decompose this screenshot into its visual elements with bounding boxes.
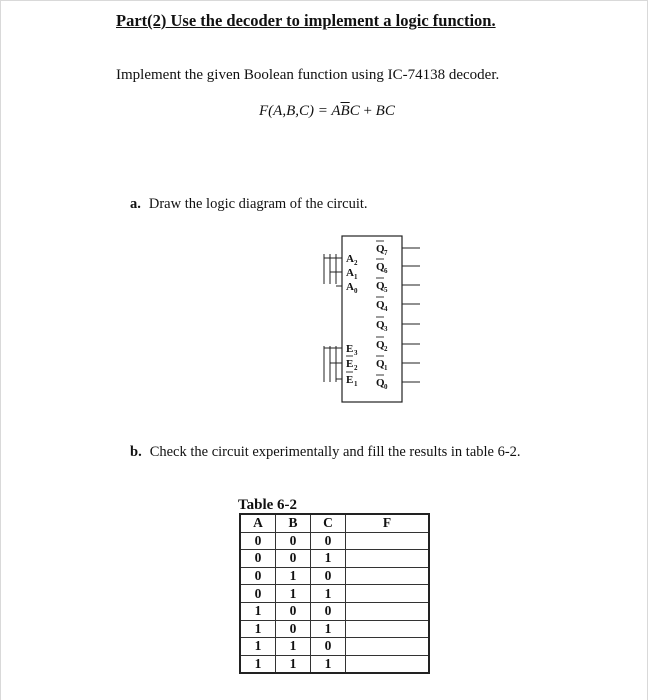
cell-c: 0 [311, 602, 346, 620]
cell-b: 0 [276, 532, 311, 550]
output-q3-bar [376, 317, 420, 333]
formula-plus: + [359, 103, 376, 119]
cell-f[interactable] [346, 655, 430, 673]
svg-text:6: 6 [384, 267, 388, 275]
cell-c: 1 [311, 585, 346, 603]
cell-a: 1 [240, 602, 276, 620]
svg-text:E: E [346, 343, 354, 355]
svg-text:A: A [346, 253, 354, 265]
table-row [240, 532, 429, 550]
header-c: C [311, 514, 346, 532]
decoder-diagram [320, 234, 424, 406]
svg-text:Q: Q [376, 280, 385, 292]
input-a0 [336, 281, 358, 295]
table-row [240, 655, 429, 673]
cell-c: 1 [311, 655, 346, 673]
cell-f[interactable] [346, 532, 430, 550]
output-q4-bar [376, 297, 420, 313]
cell-a: 1 [240, 638, 276, 656]
cell-a: 0 [240, 550, 276, 568]
cell-f[interactable] [346, 620, 430, 638]
instruction-text: Implement the given Boolean function using IC-74138 decoder. [116, 67, 500, 83]
question-b-text: Check the circuit experimentally and fill the results in table 6-2. [149, 444, 521, 460]
formula-term-b-bar: $\overline{B}$ [340, 103, 350, 119]
output-q0-bar [376, 375, 420, 391]
cell-a: 0 [240, 567, 276, 585]
input-a2 [324, 253, 358, 267]
svg-text:Q: Q [376, 377, 385, 389]
svg-text:Q: Q [376, 339, 385, 351]
cell-f[interactable] [346, 638, 430, 656]
question-a-text: Draw the logic diagram of the circuit. [148, 196, 368, 212]
svg-text:2: 2 [384, 345, 388, 353]
svg-text:Q: Q [376, 358, 385, 370]
page-border-top [0, 0, 648, 1]
svg-text:1: 1 [384, 364, 388, 372]
svg-text:A: A [346, 267, 354, 279]
svg-text:E: E [346, 374, 354, 386]
formula-lhs: F(A,B,C) = [259, 103, 332, 119]
table-row [240, 638, 429, 656]
svg-text:1: 1 [354, 273, 358, 281]
table-header-row [240, 514, 429, 532]
table-row [240, 585, 429, 603]
cell-c: 0 [311, 638, 346, 656]
input-a1 [330, 267, 358, 281]
boolean-formula [259, 103, 395, 120]
cell-b: 0 [276, 602, 311, 620]
svg-text:4: 4 [384, 305, 388, 313]
question-a [130, 196, 368, 213]
svg-text:Q: Q [376, 261, 385, 273]
svg-text:Q: Q [376, 319, 385, 331]
svg-text:2: 2 [354, 364, 358, 372]
cell-b: 1 [276, 638, 311, 656]
table-caption: Table 6-2 [238, 497, 298, 513]
cell-a: 1 [240, 620, 276, 638]
header-f: F [346, 514, 430, 532]
formula-term-a: A [331, 103, 341, 119]
question-b-label: b. [130, 444, 142, 460]
cell-a: 0 [240, 585, 276, 603]
page-border-left [0, 0, 1, 700]
svg-text:A: A [346, 281, 354, 293]
cell-a: 1 [240, 655, 276, 673]
table-row [240, 602, 429, 620]
cell-c: 1 [311, 550, 346, 568]
table-row [240, 567, 429, 585]
svg-text:5: 5 [384, 286, 388, 294]
cell-c: 0 [311, 532, 346, 550]
cell-f[interactable] [346, 585, 430, 603]
output-q5-bar [376, 278, 420, 294]
question-b [130, 444, 521, 461]
svg-text:Q: Q [376, 243, 385, 255]
output-q2-bar [376, 337, 420, 353]
formula-term-c: C [349, 103, 360, 119]
output-q1-bar [376, 356, 420, 372]
cell-f[interactable] [346, 567, 430, 585]
svg-text:7: 7 [384, 249, 388, 257]
svg-text:E: E [346, 358, 354, 370]
cell-f[interactable] [346, 602, 430, 620]
enable-e3 [324, 343, 358, 357]
cell-b: 1 [276, 655, 311, 673]
cell-b: 0 [276, 620, 311, 638]
cell-c: 0 [311, 567, 346, 585]
cell-a: 0 [240, 532, 276, 550]
cell-c: 1 [311, 620, 346, 638]
header-a: A [240, 514, 276, 532]
section-heading: Part(2) Use the decoder to implement a logic function. [116, 11, 496, 30]
truth-table [239, 513, 430, 674]
svg-text:1: 1 [354, 380, 358, 388]
cell-f[interactable] [346, 550, 430, 568]
svg-text:0: 0 [354, 287, 358, 295]
svg-text:0: 0 [384, 383, 388, 391]
table-row [240, 550, 429, 568]
formula-term-bc: BC [375, 103, 395, 119]
enable-e1-bar [336, 372, 358, 388]
cell-b: 1 [276, 567, 311, 585]
enable-e2-bar [330, 356, 358, 372]
cell-b: 0 [276, 550, 311, 568]
header-b: B [276, 514, 311, 532]
svg-text:3: 3 [354, 349, 358, 357]
output-q7-bar [376, 241, 420, 257]
cell-b: 1 [276, 585, 311, 603]
question-a-label: a. [130, 196, 141, 212]
svg-text:2: 2 [354, 259, 358, 267]
svg-text:3: 3 [384, 325, 388, 333]
svg-text:Q: Q [376, 299, 385, 311]
output-q6-bar [376, 259, 420, 275]
table-row [240, 620, 429, 638]
